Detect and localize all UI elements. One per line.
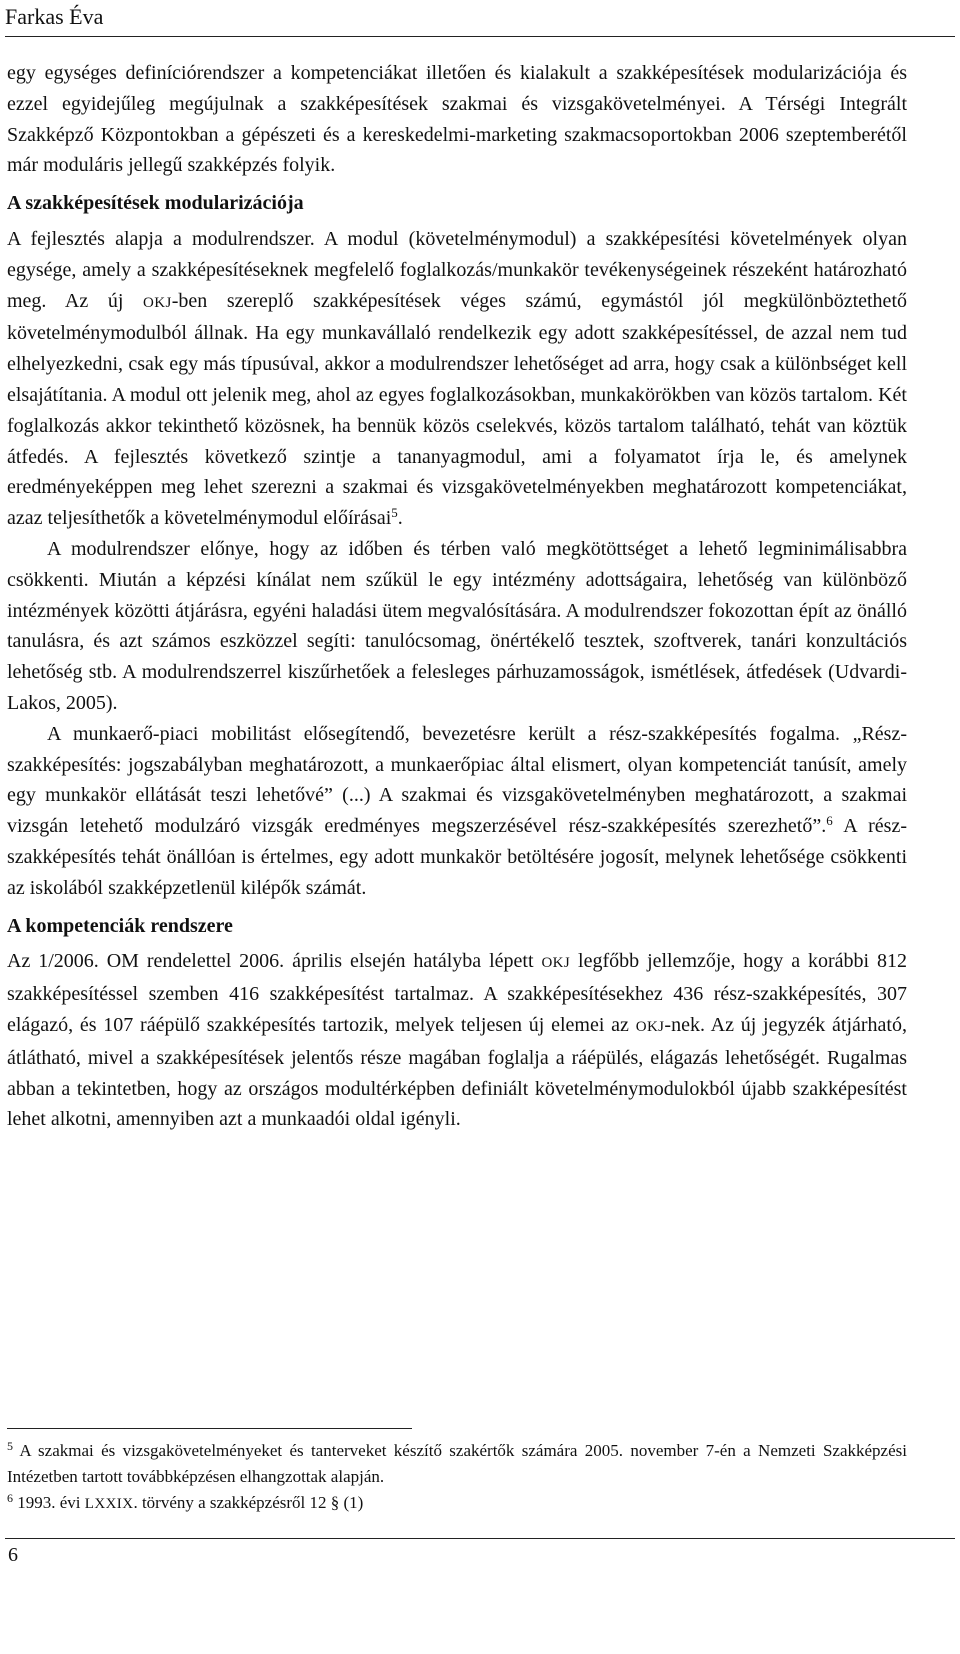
footnote-number: 5 [7,1439,13,1453]
text-run: A munkaerő-piaci mobilitást elősegítendő, bevezetésre került a rész-szakképesítés fogalma. „Rész-szakképesítés: jogszabályban meghatározott, a munkaerőpiac által elismert, olyan kompetenciát tanúsít, amely egy munkakör ellátását teszi lehetővé” (...) A szakmai és vizsgakövetelményben meghatározott, a szakmai vizsgán letehető modulzáró vizsgák eredményes megszerzésével rész-szakképesítés szerezhető”. [7,722,907,838]
running-header-author: Farkas Éva [5,4,104,29]
footnote-6 [7,1490,907,1517]
abbrev-okj: OKJ [143,294,172,311]
text-run: legfőbb jellemzője, hogy a korábbi 812 szakképesítéssel szemben 416 szakképesítést tartalmaz. A szakképesítésekhez 436 rész-szakképesítés, 307 elágazó, és 107 ráépülő szakképesítés tartozik, melyek teljesen új elemei az [7,950,907,1036]
footnote-ref-5: 5 [391,505,398,521]
text-run: -nek. Az új jegyzék átjárható, átlátható, mivel a szakképesítések jelentős része magában foglalja a ráépülés, elágazás lehetőségét. Rugalmas abban a tekintetben, hogy az országos modultérképben definiált követelménymodulokból újabb szakképesítést lehet alkotni, amennyiben azt a munkaadói oldal igényli. [7,1013,907,1131]
abbrev-okj: OKJ [541,955,571,972]
paragraph-advantages: A modulrendszer előnye, hogy az időben és térben való megkötöttséget a lehető legminimálisabbra csökkenti. Miután a képzési kínálat nem szűkül le egy intézmény adottságaira, lehetőség van különböző intézmények közötti átjárásra, egyéni haladási ütem megvalósítására. A modulrendszer fokozottan épít az önálló tanulásra, és azt számos eszközzel segíti: tanulócsomag, önértékelő tesztek, szoftverek, tanári konzultációs lehetőség stb. A modulrendszerrel kiszűrhetőek a felesleges párhuzamosságok, ismétlések, átfedések (Udvardi-Lakos, 2005). [7,537,907,714]
paragraph-modul-system [7,224,907,534]
abbrev-okj: OKJ [635,1018,665,1035]
text-run: -ben szereplő szakképesítések véges számú, egymástól jól megkülönböztethető követelménymodulból állnak. Ha egy munkavállaló rendelkezik egy adott szakképesítéssel, de azzal nem tud elhelyezkedni, csak egy más típusúval, akkor a modulrendszer lehetőséget ad arra, hogy csak a különbséget kell elsajátítania. A modul ott jelenik meg, ahol az egyes foglalkozásokban, munkakörökben van közös tartalom. Két foglalkozás akkor tekinthető közösnek, ha bennük közös cselekvés, közös tartalom található, tehát van köztük átfedés. A fejlesztés következő szintje a tananyagmodul, ami a folyamatot írja le, és amelynek eredményeképpen meg lehet szerezni a szakmai és vizsgakövetelményekben meghatározott kompetenciákat, azaz teljesíthetők a követelménymodul előírásai [7,289,907,530]
paragraph-intro: egy egységes definíciórendszer a kompetenciákat illetően és kialakult a szakképesítések modularizációja és ezzel egyidejűleg megújulnak a szakképesítések szakmai és vizsgakövetelményei. A Térségi Integrált Szakképző Központokban a gépészeti és a kereskedelmi-marketing szakmacsoportokban 2006 szeptemberétől már moduláris jellegű szakképzés folyik. [7,62,907,177]
section-heading-modularization: A szakképesítések modularizációja [7,192,304,215]
roman-numeral: LXXIX [84,1496,134,1512]
text-run: A fejlesztés alapja a modulrendszer. A modul (követelménymodul) a szakképesítési követelmények olyan egysége, amely a szakképesítéseknek megfelelő foglalkozás/munkakör tevékenységeinek részeként határozható meg. Az új [7,227,907,312]
footnote-5 [7,1438,907,1490]
text-run: Az 1/2006. OM rendelettel 2006. április elsején hatályba lépett [7,950,542,973]
footnote-text: . törvény a szakképzésről 12 § (1) [133,1493,364,1512]
text-run: . [397,507,403,530]
footnotes [7,1438,907,1517]
footnote-ref-6: 6 [826,813,833,829]
section-heading-competencies: A kompetenciák rendszere [7,914,233,937]
body-text [7,58,907,1135]
footer-divider [5,1538,955,1539]
footnote-text: 1993. évi [13,1493,85,1512]
page-number: 6 [8,1544,18,1566]
footnote-number: 6 [7,1491,13,1505]
paragraph-okj-register [7,946,907,1135]
paragraph-partial-qualification [7,719,907,904]
text-run: A rész-szakképesítés tehát önállóan is értelmes, egy adott munkakör betöltésére jogosít, melynek lehetősége csökkenti az iskolából szakképzetlenül kilépők számát. [7,815,908,899]
footnote-divider [7,1428,412,1429]
footnote-text: A szakmai és vizsgakövetelményeket és tanterveket készítő szakértők számára 2005. november 7-én a Nemzeti Szakképzési Intézetben tartott továbbképzésen elhangzottak alapján. [7,1441,907,1486]
header-divider [5,36,955,37]
